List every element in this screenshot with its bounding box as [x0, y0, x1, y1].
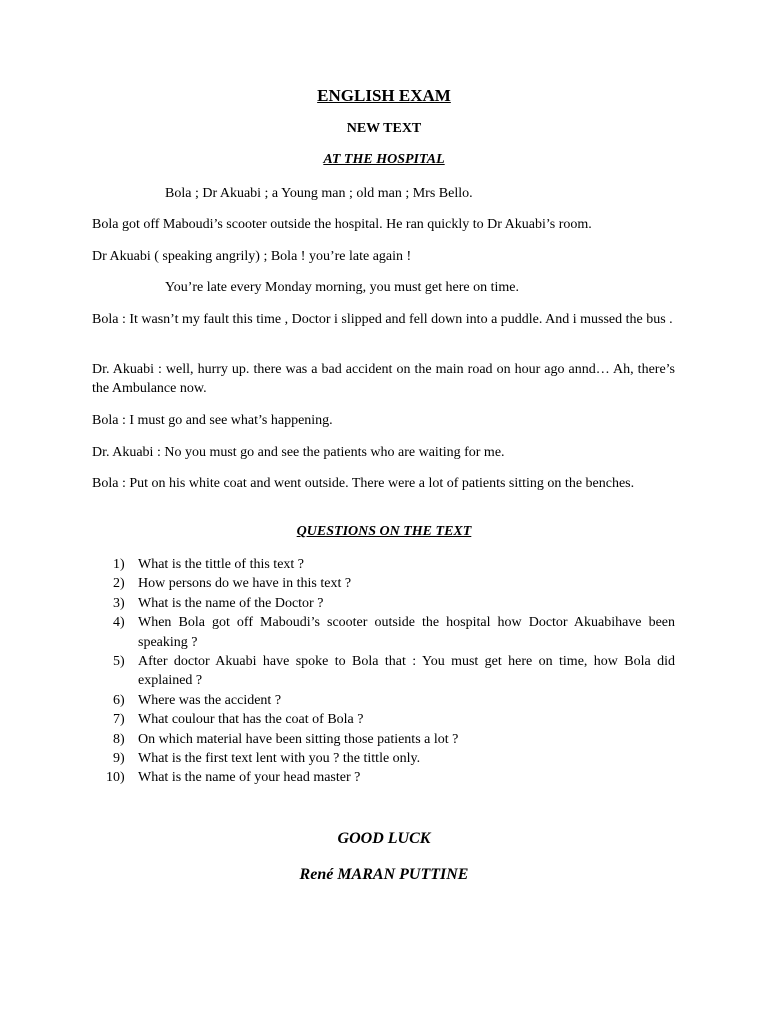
question-item [110, 613, 675, 652]
question-text: How persons do we have in this text ? [138, 576, 352, 592]
question-number: 5) [113, 654, 125, 670]
question-item [110, 691, 675, 710]
story-paragraph: Bola : It wasn’t my fault this time , Doctor i slipped and fell down into a puddle. And i mussed the bus . [92, 312, 673, 327]
question-text: What coulour that has the coat of Bola ? [138, 712, 364, 728]
question-item [110, 594, 675, 613]
exam-title: ENGLISH EXAM [317, 86, 451, 105]
question-text: What is the first text lent with you ? the tittle only. [138, 751, 421, 767]
question-text: When Bola got off Maboudi’s scooter outside the hospital how Doctor Akuabihave been speaking ? [138, 615, 675, 650]
question-text: After doctor Akuabi have spoke to Bola that : You must get here on time, how Bola did explained ? [138, 654, 675, 689]
question-number: 6) [113, 692, 125, 708]
question-number: 8) [113, 731, 125, 747]
question-text: What is the name of your head master ? [138, 770, 361, 786]
question-number: 2) [113, 576, 125, 592]
question-item [110, 574, 675, 593]
story-paragraph: Dr. Akuabi : No you must go and see the patients who are waiting for me. [92, 445, 505, 460]
question-number: 10) [106, 770, 125, 786]
question-number: 7) [113, 712, 125, 728]
questions-title: QUESTIONS ON THE TEXT [296, 524, 472, 539]
character-list: Bola ; Dr Akuabi ; a Young man ; old man ; Mrs Bello. [165, 186, 473, 201]
question-number: 3) [113, 595, 125, 611]
story-paragraph: Bola : Put on his white coat and went outside. There were a lot of patients sitting on the benches. [92, 476, 635, 491]
question-number: 1) [113, 557, 125, 572]
exam-subtitle: NEW TEXT [346, 121, 422, 136]
question-text: On which material have been sitting those patients a lot ? [138, 731, 459, 747]
closing-message: GOOD LUCK [337, 830, 431, 847]
story-paragraph: Bola got off Maboudi’s scooter outside the hospital. He ran quickly to Dr Akuabi’s room. [92, 217, 592, 232]
question-number: 9) [113, 751, 125, 767]
question-item [110, 710, 675, 729]
story-title: AT THE HOSPITAL [323, 152, 445, 167]
question-item [106, 768, 675, 787]
question-text: Where was the accident ? [138, 692, 282, 708]
question-item [110, 652, 675, 691]
story-paragraph: You’re late every Monday morning, you must get here on time. [165, 280, 519, 295]
questions-list [106, 555, 675, 788]
question-text: What is the name of the Doctor ? [138, 595, 324, 611]
question-number: 4) [113, 615, 125, 631]
question-item [110, 749, 675, 768]
question-text: What is the tittle of this text ? [138, 557, 305, 572]
question-item [110, 730, 675, 749]
question-item [110, 555, 675, 574]
story-paragraph: Bola : I must go and see what’s happening. [92, 413, 333, 428]
story-paragraph: Dr. Akuabi : well, hurry up. there was a bad accident on the main road on hour ago annd… Ah, there’s the Ambulance now. [92, 362, 675, 396]
story-paragraph: Dr Akuabi ( speaking angrily) ; Bola ! you’re late again ! [92, 249, 412, 264]
author-name: René MARAN PUTTINE [299, 866, 469, 883]
